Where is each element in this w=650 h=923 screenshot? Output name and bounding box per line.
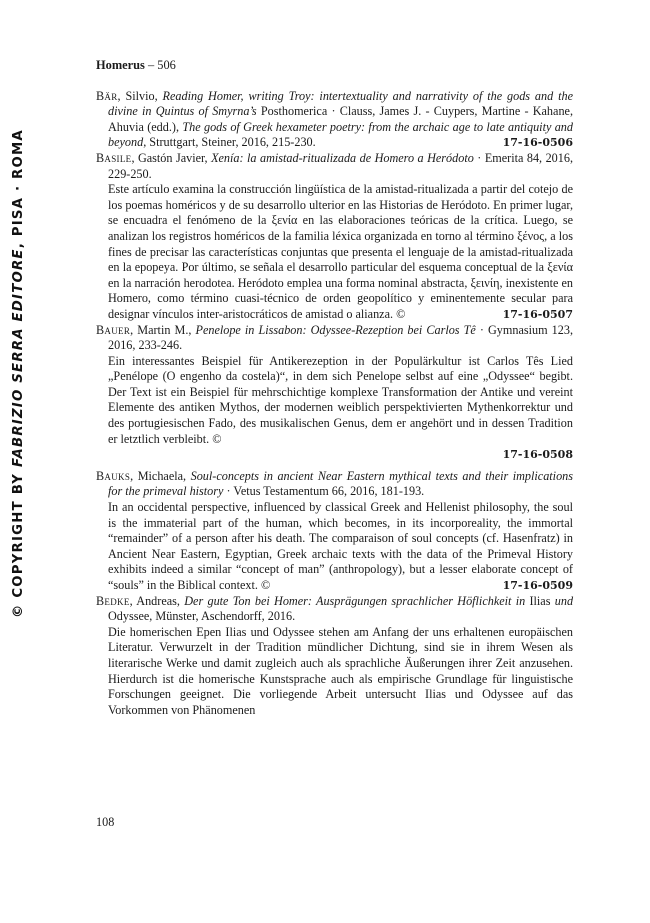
entry-citation (96, 469, 573, 500)
entry-title-cont: und (554, 593, 574, 608)
bibliography-entry (96, 594, 573, 719)
entry-source: · Emerita 84, 2016, 229-250. (108, 150, 573, 181)
entry-id: 17-16-0506 (502, 136, 573, 150)
entry-title: Xenía: la amistad-ritualizada de Homero a Heródoto (211, 150, 474, 165)
entry-title: Der gute Ton bei Homer: Ausprägungen sprachlicher Höflichkeit in (184, 593, 526, 608)
page-number: 108 (96, 815, 115, 829)
entry-author: Bedke (96, 593, 130, 608)
entry-abstract (96, 500, 573, 594)
bibliography-entry (96, 89, 573, 151)
entry-id: 17-16-0509 (502, 579, 573, 592)
entry-citation (96, 89, 573, 151)
entry-author-rest: , Gastón Javier, (131, 150, 212, 165)
entry-title-rest: Ilias (525, 593, 555, 608)
entry-abstract (96, 354, 573, 448)
header-subject: Homerus (96, 58, 145, 72)
entry-author: Bär (96, 88, 118, 103)
entry-id-line (96, 447, 573, 463)
entry-source: · Vetus Testamentum 66, 2016, 181-193. (223, 484, 425, 499)
entry-source: Odyssee, Münster, Aschendorff, 2016. (108, 609, 296, 624)
publisher-name: FABRIZIO SERRA EDITORE (11, 248, 26, 468)
entry-title: Penelope in Lissabon: Odyssee-Rezeption bei Carlos Tê (195, 322, 476, 337)
copyright-prefix: © COPYRIGHT BY (11, 467, 26, 618)
header-range: – 506 (144, 58, 176, 72)
bibliography-entry (96, 151, 573, 323)
entry-citation (96, 594, 573, 625)
entry-abstract-text: Ein interessantes Beispiel für Antikerezeption in der Populärkultur ist Carlos Tês Lied „Penélope (O engenho da costela)“, in dem sich Penelope selbst auf eine „Odyssee“ begibt. Der Text ist ein Beispiel für mehrschichtige komplexe Transformation der Antike und vereint Elemente des antiken Mythos, der modernen weiblich perspektivierten Mythenkorrektur und des portugiesischen Fado, des musikalischen Genus, dem er angehört und in dessen Tradition er letztlich verbleibt. © (108, 353, 573, 446)
entry-author-rest: , Martin M., (130, 322, 196, 337)
entry-author-rest: , Michaela, (130, 468, 191, 483)
entry-abstract-text: Este artículo examina la construcción lingüística de la amistad-ritualizada a partir del cotejo de los poemas homéricos y de su desarrollo ulterior en las Historias de Heródoto. En primer lugar, se encuadra el fenómeno de la ξενία en las elaboraciones teóricas de la crítica. Luego, se analizan los registros homéricos de la familia léxica organizada en torno al término ξένος, a los fines de precisar las características conjuntas que presenta el lenguaje de la amistad-ritualizada en la epopeya. Por último, se señala el desarrollo particular del esquema conceptual de la ξενία en la narración herodotea. Heródoto emplea una forma nominal abstracta, ξεινίη, inexistente en Homero, como término cuasi-técnico de orden geopolítico y eminentemente secular para designar vínculos inter-aristocráticos de amistad o alianza. © (108, 182, 573, 321)
bibliography-entry (96, 469, 573, 594)
entry-abstract (96, 182, 573, 322)
entry-author: Bauer (96, 322, 131, 337)
entry-abstract (96, 625, 573, 719)
entry-source: , Struttgart, Steiner, 2016, 215-230. (143, 135, 316, 150)
copyright-sidebar (11, 129, 29, 618)
bibliography-entry (96, 323, 573, 463)
entry-author: Bauks (96, 468, 131, 483)
entry-abstract-text: Die homerischen Epen Ilias und Odyssee stehen am Anfang der uns erhaltenen europäischen Literatur. Verwurzelt in der Tradition mündlicher Dichtung, sind sie in ihrem Wesen als literarische Werke und damit zugleich auch als sprachliche Äußerungen ihrer Zeit anzusehen. Hierdurch ist die homerische Kunstsprache auch als empirische Grundlage für linguistische Forschungen geeignet. Die vorliegende Arbeit untersucht Ilias und Odyssee auf das Vorkommen von Phänomenen (108, 624, 573, 717)
entry-citation (96, 151, 573, 182)
entry-id: 17-16-0507 (502, 307, 573, 321)
entry-volume-title: The gods of Greek hexameter poetry: from the archaic age to late antiquity and beyond (108, 119, 573, 150)
entry-author-rest: , Andreas, (129, 593, 185, 608)
running-header (96, 58, 573, 74)
page-content (96, 58, 573, 718)
entry-abstract-text: In an occidental perspective, influenced by classical Greek and Hellenist philosophy, the soul is the immaterial part of the human, which becomes, in its incorporeality, the immortal “remainder” of a person after his death. The comparaison of soul concepts (cf. Hasenfratz) in Ancient Near Eastern, Egyptian, Greek archaic texts with the data of the Primeval History exhibits indeed a similar “concept of man” (anthropology), but a lesser elaborate concept of “souls” in the Biblical context. © (108, 500, 573, 592)
entry-id: 17-16-0508 (502, 448, 573, 462)
entry-title-rest: Posthomerica · Clauss, James J. - Cuypers, Martine - Kahane, Ahuvia (edd.), (108, 104, 573, 134)
entry-citation (96, 323, 573, 354)
copyright-suffix: , PISA · ROMA (11, 129, 26, 249)
entry-title: Reading Homer, writing Troy: intertextuality and narrativity of the gods and the divine in Quintus of Smyrna’s (108, 88, 573, 119)
entry-title: Soul-concepts in ancient Near Eastern mythical texts and their implications for the primeval history (108, 468, 573, 499)
entry-author-rest: , Silvio, (117, 88, 163, 103)
entry-author: Basile (96, 150, 132, 165)
entry-source: · Gymnasium 123, 2016, 233-246. (108, 322, 573, 353)
